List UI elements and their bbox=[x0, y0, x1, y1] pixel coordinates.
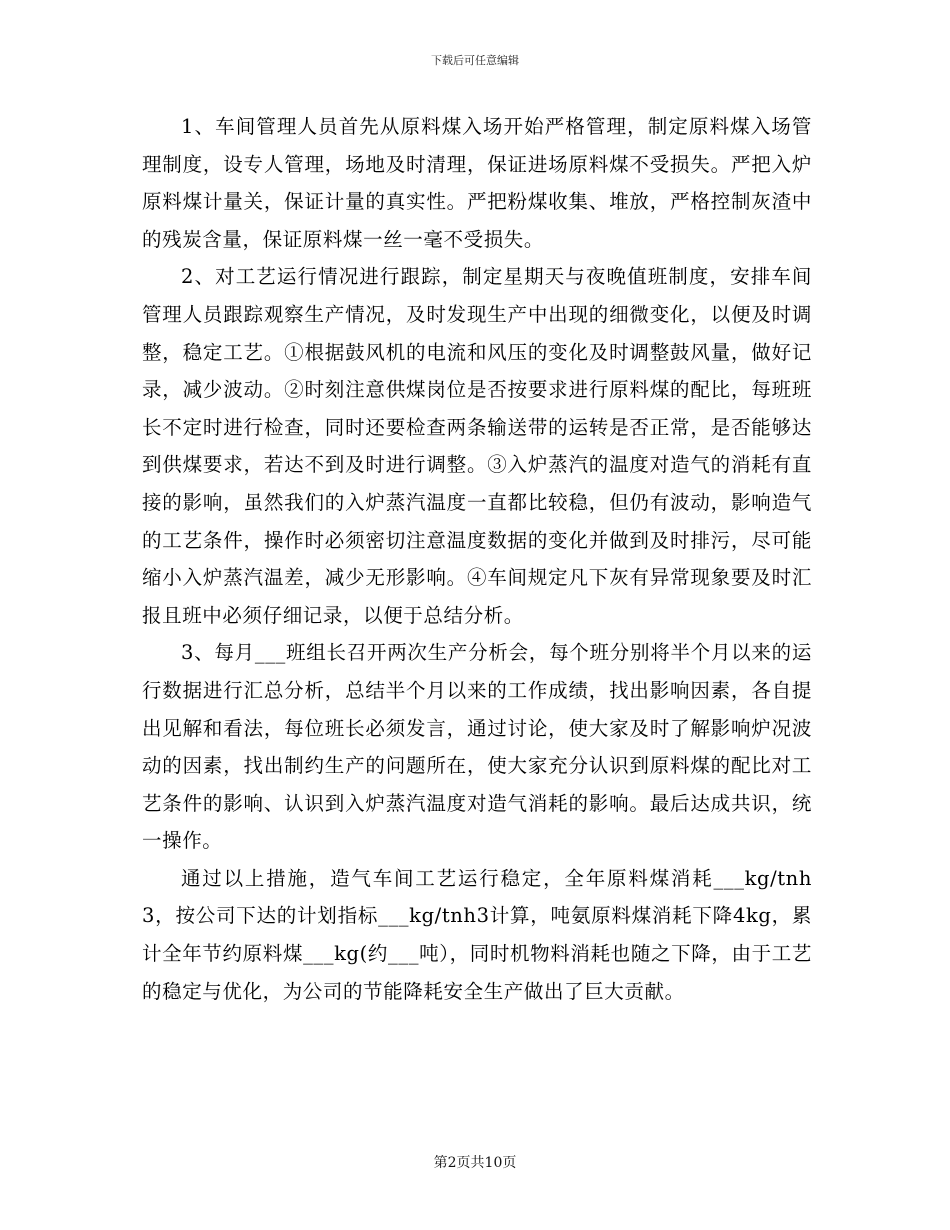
paragraph-2: 2、对工艺运行情况进行跟踪，制定星期天与夜晚值班制度，安排车间管理人员跟踪观察生产情况，及时发现生产中出现的细微变化，以便及时调整，稳定工艺。①根据鼓风机的电流和风压的变化及时调整鼓风量，做好记录，减少波动。②时刻注意供煤岗位是否按要求进行原料煤的配比，每班班长不定时进行检查，同时还要检查两条输送带的运转是否正常，是否能够达到供煤要求，若达不到及时进行调整。③入炉蒸汽的温度对造气的消耗有直接的影响，虽然我们的入炉蒸汽温度一直都比较稳，但仍有波动，影响造气的工艺条件，操作时必须密切注意温度数据的变化并做到及时排污，尽可能缩小入炉蒸汽温差，减少无形影响。④车间规定凡下灰有异常现象要及时汇报且班中必须仔细记录，以便于总结分析。 bbox=[142, 265, 812, 627]
document-body bbox=[142, 108, 812, 1010]
page-number-footer: 第2页共10页 bbox=[433, 1155, 517, 1171]
page-header-note: 下载后可任意编辑 bbox=[431, 54, 519, 67]
paragraph-3: 3、每月___班组长召开两次生产分析会，每个班分别将半个月以来的运行数据进行汇总分析，总结半个月以来的工作成绩，找出影响因素，各自提出见解和看法，每位班长必须发言，通过讨论，使大家及时了解影响炉况波动的因素，找出制约生产的问题所在，使大家充分认识到原料煤的配比对工艺条件的影响、认识到入炉蒸汽温度对造气消耗的影响。最后达成共识，统一操作。 bbox=[142, 641, 812, 853]
paragraph-4: 通过以上措施，造气车间工艺运行稳定，全年原料煤消耗___kg/tnh3，按公司下达的计划指标___kg/tnh3计算，吨氨原料煤消耗下降4kg，累计全年节约原料煤___kg(约___吨），同时机物料消耗也随之下降，由于工艺的稳定与优化，为公司的节能降耗安全生产做出了巨大贡献。 bbox=[142, 866, 812, 1003]
paragraph-1: 1、车间管理人员首先从原料煤入场开始严格管理，制定原料煤入场管理制度，设专人管理，场地及时清理，保证进场原料煤不受损失。严把入炉原料煤计量关，保证计量的真实性。严把粉煤收集、堆放，严格控制灰渣中的残炭含量，保证原料煤一丝一毫不受损失。 bbox=[142, 115, 812, 251]
